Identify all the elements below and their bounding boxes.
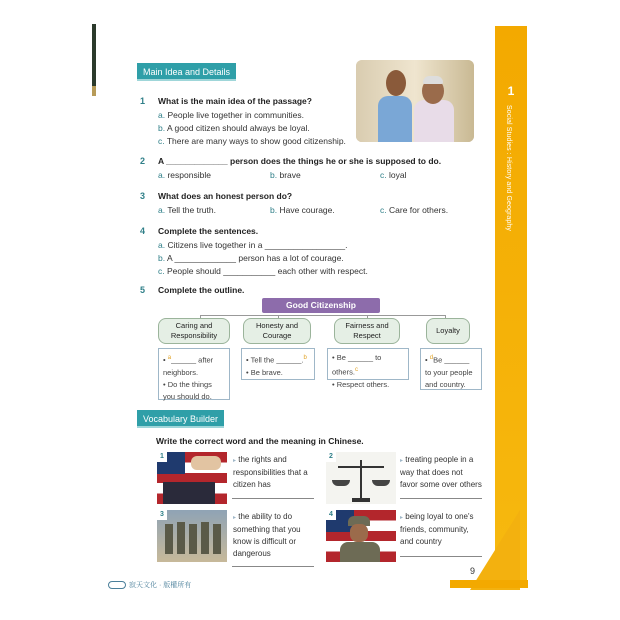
page-corner-decoration [470, 510, 520, 590]
q1-option-b-text: A good citizen should always be loyal. [167, 123, 310, 133]
q1-option-c [158, 136, 346, 146]
outline-connector [200, 315, 445, 316]
honesty-item-2-text: Be brave. [250, 367, 283, 377]
page-number: 9 [470, 566, 476, 576]
vocab-1-arrow-icon: ▸ [233, 458, 237, 464]
q1-letter-a: a. [158, 110, 166, 120]
soldier-1 [165, 524, 173, 554]
q4-letter-a: a. [158, 240, 166, 250]
publisher-text: 寂天文化 · 版權所有 [129, 582, 192, 589]
honesty-sup: b [303, 355, 307, 361]
vocab-3-arrow-icon: ▸ [233, 515, 237, 521]
outline-box-loyalty [420, 348, 482, 390]
q4-letter-b: b. [158, 253, 166, 263]
question-2-text: A _____________ person does the things he or she is supposed to do. [158, 156, 442, 166]
page-bottom-band [450, 580, 528, 588]
photo-hair-father [423, 76, 443, 84]
vocab-2-definition [400, 454, 482, 491]
scale-base [352, 498, 370, 502]
q4-option-a-text: Citizens live together in a _________________. [167, 240, 348, 250]
vocab-3-line-1-text: the ability to do [238, 512, 293, 521]
publisher-logo-icon [108, 581, 126, 589]
caring-item-2-text: Do the things you should do. [163, 379, 212, 401]
fairness-sup: c [354, 367, 358, 373]
question-1-text: What is the main idea of the passage? [158, 96, 312, 106]
vocab-4-line-1-text: being loyal to one's [405, 512, 474, 521]
question-4-number: 4 [140, 226, 146, 236]
hand-shape [191, 456, 221, 470]
vocab-3-line-2: something that you [233, 525, 301, 534]
vocab-3-definition [233, 511, 301, 560]
q2-option-a [158, 170, 211, 180]
vocab-1-number: 1 [157, 452, 167, 462]
fairness-item-1[interactable]: • Be ______ to others.$^c$ [332, 353, 382, 377]
outline-category-loyalty [426, 318, 470, 344]
vocab-1-line-1-text: the rights and [238, 455, 287, 464]
vocab-2-number: 2 [326, 452, 336, 462]
soldier-3 [189, 524, 197, 554]
question-1-number: 1 [140, 96, 146, 106]
soldier-4 [201, 522, 209, 554]
vocab-2-line-1-text: treating people in a [405, 455, 474, 464]
question-5-number: 5 [140, 285, 146, 295]
vocab-header: Vocabulary Builder [137, 410, 224, 428]
main-idea-header: Main Idea and Details [137, 63, 236, 81]
caring-item-2: • Do the things you should do. [163, 379, 212, 401]
chapter-number: 1 [507, 84, 515, 98]
soldier-uniform [340, 542, 380, 562]
q2-option-b-text: brave [279, 170, 301, 180]
vocab-3-line-4: dangerous [233, 549, 271, 558]
q3-option-a [158, 205, 216, 215]
honesty-item-2: • Be brave. [246, 367, 283, 377]
honesty-item-1[interactable]: • Tell the ______.$^b$ [246, 355, 307, 365]
caring-sup: a [167, 355, 172, 361]
q3-letter-b: b. [270, 205, 278, 215]
q3-letter-c: c. [380, 205, 387, 215]
fairness-label-2: Respect [353, 331, 381, 340]
photo-head-son [386, 70, 406, 96]
soldier-2 [177, 522, 185, 554]
vocab-2-line-2: way that does not [400, 468, 463, 477]
vocab-4-line-1 [400, 511, 474, 524]
q2-letter-c: c. [380, 170, 387, 180]
q3-option-c [380, 205, 448, 215]
q4-option-b [158, 253, 344, 263]
chapter-label: Social Studies : History and Geography [505, 105, 512, 231]
photo-person-father [414, 100, 454, 142]
honesty-label-1: Honesty and [255, 321, 299, 330]
soldier-face [350, 524, 368, 542]
q1-option-a-text: People live together in communities. [167, 110, 305, 120]
outline-title: Good Citizenship [262, 298, 380, 313]
q2-option-b [270, 170, 301, 180]
fairness-item-1-text: Be ______ to others. [332, 353, 382, 377]
vocab-1-line-2: responsibilities that a [233, 468, 308, 477]
q4-option-b-text: A _____________ person has a lot of courage. [167, 253, 344, 263]
fairness-item-2: • Respect others. [332, 379, 390, 389]
q2-option-c-text: loyal [389, 170, 407, 180]
vocab-4-image-salute [326, 510, 396, 562]
vocab-4-number: 4 [326, 510, 336, 520]
caring-label-1: Caring and [175, 321, 213, 330]
outline-category-caring [158, 318, 230, 344]
q2-option-c [380, 170, 406, 180]
q2-letter-b: b. [270, 170, 278, 180]
page-spine-gold [92, 86, 96, 96]
vocab-3-line-1 [233, 511, 301, 524]
question-4-text: Complete the sentences. [158, 226, 259, 236]
scale-beam [338, 466, 384, 468]
vocab-4-line-2: friends, community, [400, 525, 469, 534]
fairness-item-2-text: Respect others. [336, 379, 390, 389]
loyalty-label: Loyalty [436, 326, 460, 335]
ballot-box [163, 482, 215, 504]
honesty-item-1-text: Tell the ______. [250, 355, 304, 365]
q4-option-c-text: People should ___________ each other with respect. [167, 266, 368, 276]
caring-item-1[interactable]: • $^a$______ after neighbors. [163, 355, 214, 377]
q1-option-b [158, 123, 310, 133]
q1-option-c-text: There are many ways to show good citizenship. [166, 136, 346, 146]
q1-letter-c: c. [158, 136, 165, 146]
vocab-1-image-ballot [157, 452, 227, 504]
loyalty-item-1-text: Be ______ to your people and country. [425, 355, 473, 389]
q4-option-c [158, 266, 368, 276]
vocab-3-line-3: know is difficult or [233, 537, 296, 546]
question-3-number: 3 [140, 191, 146, 201]
q1-option-a [158, 110, 304, 120]
family-photo [356, 60, 474, 142]
outline-box-fairness [327, 348, 409, 389]
vocab-1-line-1 [233, 454, 308, 467]
outline-box-caring [158, 348, 230, 400]
caring-label-2: Responsibility [170, 331, 218, 340]
q4-option-a [158, 240, 348, 250]
q2-letter-a: a. [158, 170, 166, 180]
vocab-1-answer-line[interactable] [232, 498, 314, 499]
vocab-4-answer-line[interactable] [400, 556, 482, 557]
vocab-2-line-3: favor some over others [400, 480, 482, 489]
loyalty-item-1[interactable]: • $^d$Be ______ to your people and country. [425, 355, 473, 389]
page-spine-dark [92, 24, 96, 94]
fairness-label-1: Fairness and [345, 321, 389, 330]
honesty-label-2: Courage [262, 331, 292, 340]
q1-letter-b: b. [158, 123, 166, 133]
q3-option-a-text: Tell the truth. [167, 205, 216, 215]
vocab-3-image-soldiers [157, 510, 227, 562]
caring-item-1-text: ______ after neighbors. [163, 355, 214, 377]
vocab-4-line-3: and country [400, 537, 442, 546]
vocab-2-line-1 [400, 454, 482, 467]
vocab-2-arrow-icon: ▸ [400, 458, 404, 464]
outline-category-honesty [243, 318, 311, 344]
question-3-text: What does an honest person do? [158, 191, 293, 201]
loyalty-sup: d [429, 355, 434, 361]
q3-option-b-text: Have courage. [279, 205, 335, 215]
scale-pan-left [332, 480, 350, 486]
vocab-2-image-scales [326, 452, 396, 504]
vocab-3-number: 3 [157, 510, 167, 520]
q4-letter-c: c. [158, 266, 165, 276]
outline-box-honesty [241, 348, 315, 380]
vocab-4-arrow-icon: ▸ [400, 515, 404, 521]
q3-letter-a: a. [158, 205, 166, 215]
outline-category-fairness [334, 318, 400, 344]
vocab-4-definition [400, 511, 474, 548]
publisher-footer [108, 580, 191, 590]
q3-option-b [270, 205, 335, 215]
question-2-number: 2 [140, 156, 146, 166]
vocab-3-answer-line[interactable] [232, 566, 314, 567]
vocab-instruction: Write the correct word and the meaning in Chinese. [156, 436, 364, 446]
photo-person-son [378, 96, 412, 142]
vocab-1-definition [233, 454, 308, 491]
q2-option-a-text: responsible [167, 170, 211, 180]
vocab-2-answer-line[interactable] [400, 498, 482, 499]
scale-pan-right [372, 480, 390, 486]
vocab-1-line-3: citizen has [233, 480, 271, 489]
q3-option-c-text: Care for others. [389, 205, 449, 215]
soldier-5 [213, 524, 221, 554]
question-5-text: Complete the outline. [158, 285, 245, 295]
